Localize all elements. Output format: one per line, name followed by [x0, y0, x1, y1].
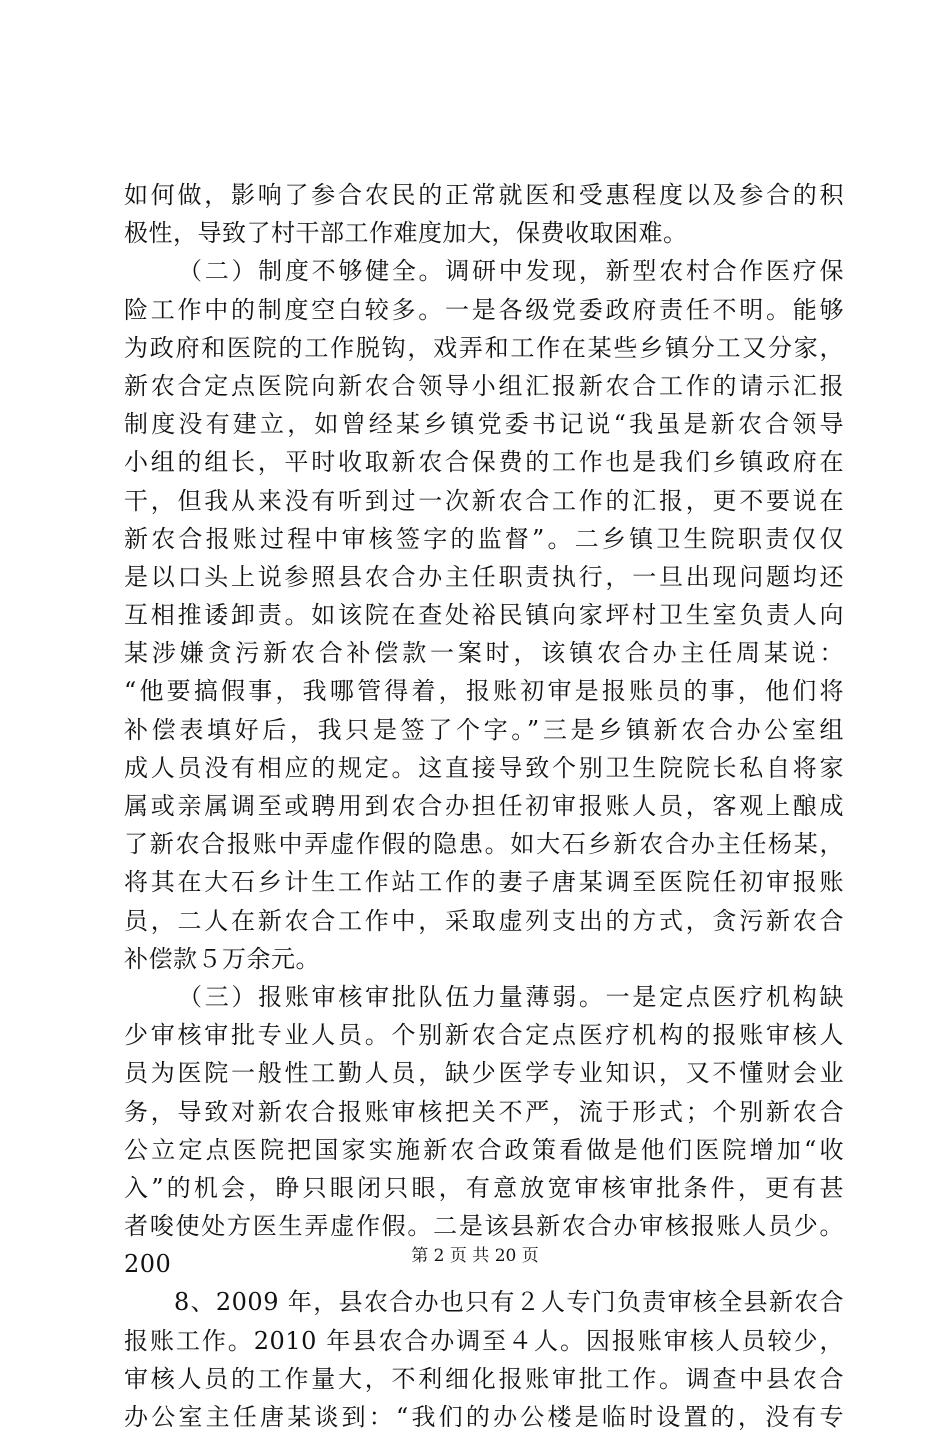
text-line: 了新农合报账中弄虚作假的隐患。如大石乡新农合办主任杨某， — [124, 830, 844, 859]
text-line: 新农合定点医院向新农合领导小组汇报新农合工作的请示汇报 — [124, 371, 844, 400]
text-line: 8、2009 年，县农合办也只有２人专门负责审核全县新农合 — [174, 1288, 844, 1317]
text-line: 审核人员的工作量大，不利细化报账审批工作。调查中县农合 — [124, 1364, 844, 1393]
text-line: 干，但我从来没有听到过一次新农合工作的汇报，更不要说在 — [124, 486, 844, 515]
text-line: 200 — [124, 1250, 172, 1279]
text-line: 报账工作。2010 年县农合办调至４人。因报账审核人员较少， — [124, 1326, 844, 1355]
text-line: 员为医院一般性工勤人员，缺少医学专业知识，又不懂财会业 — [124, 1059, 844, 1088]
text-line: （二）制度不够健全。调研中发现，新型农村合作医疗保 — [178, 257, 844, 286]
text-line: 某涉嫌贪污新农合补偿款一案时，该镇农合办主任周某说： — [124, 639, 844, 668]
text-line: 小组的组长，平时收取新农合保费的工作也是我们乡镇政府在 — [124, 448, 844, 477]
text-line: 如何做，影响了参合农民的正常就医和受惠程度以及参合的积 — [124, 181, 844, 209]
text-line: 制度没有建立，如曾经某乡镇党委书记说“我虽是新农合领导 — [124, 410, 844, 439]
text-line: 少审核审批专业人员。个别新农合定点医疗机构的报账审核人 — [124, 1021, 844, 1050]
text-line: 成人员没有相应的规定。这直接导致个别卫生院院长私自将家 — [124, 753, 844, 782]
text-line: 是以口头上说参照县农合办主任职责执行，一旦出现问题均还 — [124, 562, 844, 591]
text-line: 公立定点医院把国家实施新农合政策看做是他们医院增加“收 — [124, 1135, 844, 1164]
text-line: 为政府和医院的工作脱钩，戏弄和工作在某些乡镇分工又分家， — [124, 333, 844, 362]
text-line: 互相推诿卸责。如该院在查处裕民镇向家坪村卫生室负责人向 — [124, 601, 844, 630]
text-line: 补偿款５万余元。 — [124, 944, 320, 973]
text-line: 属或亲属调至或聘用到农合办担任初审报账人员，客观上酿成 — [124, 792, 844, 820]
text-line: 务，导致对新农合报账审核把关不严，流于形式；个别新农合 — [124, 1097, 844, 1126]
text-line: （三）报账审核审批队伍力量薄弱。一是定点医疗机构缺 — [178, 982, 844, 1011]
text-line: 者唆使处方医生弄虚作假。二是该县新农合办审核报账人员少。 — [124, 1212, 844, 1241]
text-line: 入”的机会，睁只眼闭只眼，有意放宽审核审批条件，更有甚 — [124, 1173, 844, 1202]
text-line: 险工作中的制度空白较多。一是各级党委政府责任不明。能够 — [124, 295, 844, 324]
text-line: 新农合报账过程中审核签字的监督”。二乡镇卫生院职责仅仅 — [124, 524, 844, 553]
text-line: 补偿表填好后，我只是签了个字。”三是乡镇新农合办公室组 — [124, 715, 844, 744]
text-line: 将其在大石乡计生工作站工作的妻子唐某调至医院任初审报账 — [124, 868, 844, 897]
text-line: 极性，导致了村干部工作难度加大，保费收取困难。 — [124, 219, 688, 248]
text-line: 办公室主任唐某谈到：“我们的办公楼是临时设置的，没有专 — [124, 1403, 844, 1431]
text-line: 员，二人在新农合工作中，采取虚列支出的方式，贪污新农合 — [124, 906, 844, 935]
page-number-footer: 第 2 页 共 20 页 — [411, 1246, 539, 1266]
text-line: “他要搞假事，我哪管得着，报账初审是报账员的事，他们将 — [124, 677, 844, 706]
